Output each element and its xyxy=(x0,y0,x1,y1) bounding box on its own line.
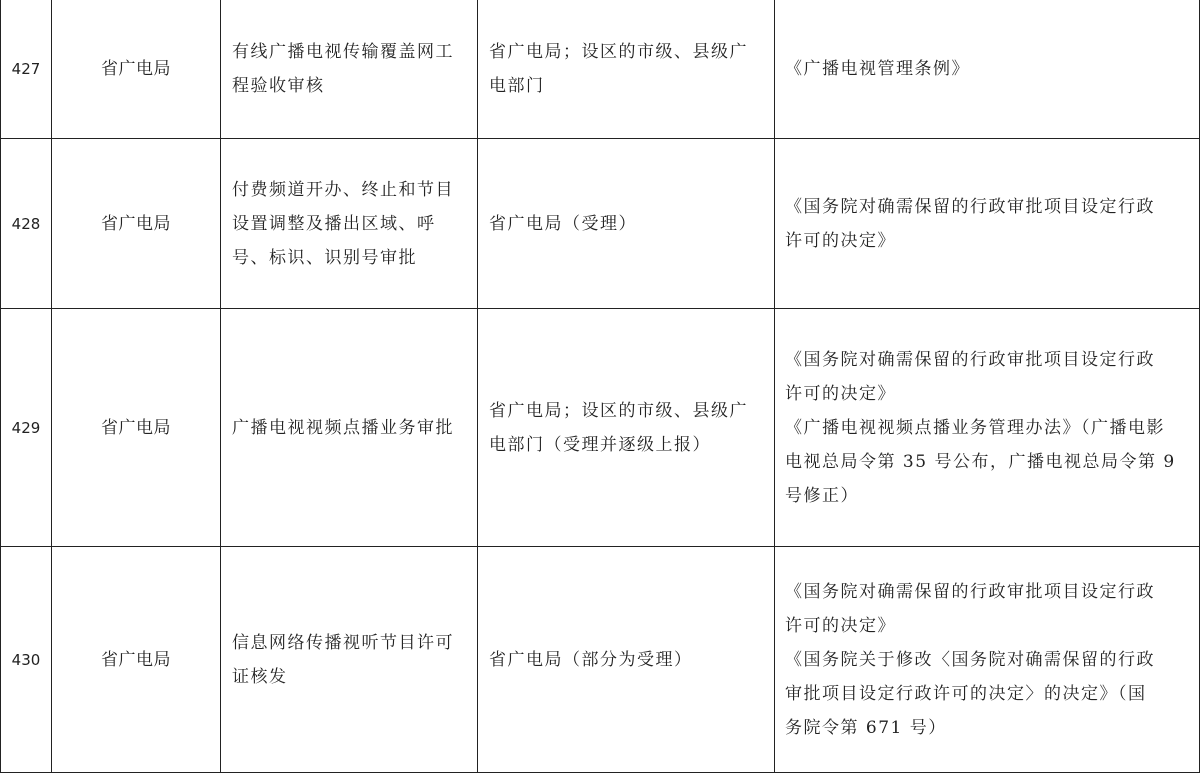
legal-basis-cell xyxy=(775,0,1200,139)
table-row xyxy=(1,547,1200,773)
table-row xyxy=(1,139,1200,309)
approval-item-cell xyxy=(221,309,478,547)
approval-item-cell xyxy=(221,547,478,773)
cell-line: 《国务院关于修改〈国务院对确需保留的行政 xyxy=(785,649,1155,670)
cell-line: 有线广播电视传输覆盖网工 xyxy=(232,42,454,62)
cell-line: 审批项目设定行政许可的决定〉的决定》（国 xyxy=(785,683,1147,704)
implementing-org-cell xyxy=(478,309,775,547)
cell-line: 信息网络传播视听节目许可 xyxy=(232,632,454,653)
cell-line: 省广电局（受理） xyxy=(489,213,637,234)
cell-line: 省广电局（部分为受理） xyxy=(489,649,693,670)
table-row xyxy=(1,309,1200,547)
implementing-org-cell xyxy=(478,139,775,309)
cell-line: 《广播电视视频点播业务管理办法》（广播电影 xyxy=(785,417,1165,438)
cell-line: 《国务院对确需保留的行政审批项目设定行政 xyxy=(785,581,1155,602)
legal-basis-cell xyxy=(775,309,1200,547)
cell-line: 证核发 xyxy=(232,666,288,687)
cell-line: 电部门（受理并逐级上报） xyxy=(489,434,711,455)
department-cell: 省广电局 xyxy=(52,0,221,139)
cell-line: 号、标识、识别号审批 xyxy=(232,247,417,268)
cell-line: 广播电视视频点播业务审批 xyxy=(232,417,454,438)
implementing-org-cell xyxy=(478,547,775,773)
row-number: 429 xyxy=(1,309,52,547)
cell-line: 省广电局；设区的市级、县级广 xyxy=(489,400,748,421)
cell-line: 务院令第 671 号） xyxy=(785,717,947,738)
cell-line: 许可的决定》 xyxy=(785,383,896,404)
cell-line: 付费频道开办、终止和节目 xyxy=(232,179,454,200)
cell-line: 《广播电视管理条例》 xyxy=(785,59,970,79)
cell-line: 许可的决定》 xyxy=(785,230,896,251)
cell-line: 电部门 xyxy=(489,76,545,96)
row-number: 427 xyxy=(1,0,52,139)
approval-item-cell xyxy=(221,0,478,139)
cell-line: 设置调整及播出区域、呼 xyxy=(232,213,436,234)
legal-basis-cell xyxy=(775,547,1200,773)
cell-line: 《国务院对确需保留的行政审批项目设定行政 xyxy=(785,349,1155,370)
department-cell: 省广电局 xyxy=(52,547,221,773)
department-cell: 省广电局 xyxy=(52,139,221,309)
legal-basis-cell xyxy=(775,139,1200,309)
table-row xyxy=(1,0,1200,139)
row-number: 430 xyxy=(1,547,52,773)
cell-line: 《国务院对确需保留的行政审批项目设定行政 xyxy=(785,196,1155,217)
implementing-org-cell xyxy=(478,0,775,139)
cell-line: 电视总局令第 35 号公布，广播电视总局令第 9 xyxy=(785,451,1176,472)
cell-line: 省广电局；设区的市级、县级广 xyxy=(489,42,748,62)
cell-line: 号修正） xyxy=(785,485,859,506)
row-number: 428 xyxy=(1,139,52,309)
department-cell: 省广电局 xyxy=(52,309,221,547)
cell-line: 程验收审核 xyxy=(232,76,325,96)
cell-line: 许可的决定》 xyxy=(785,615,896,636)
approval-item-cell xyxy=(221,139,478,309)
